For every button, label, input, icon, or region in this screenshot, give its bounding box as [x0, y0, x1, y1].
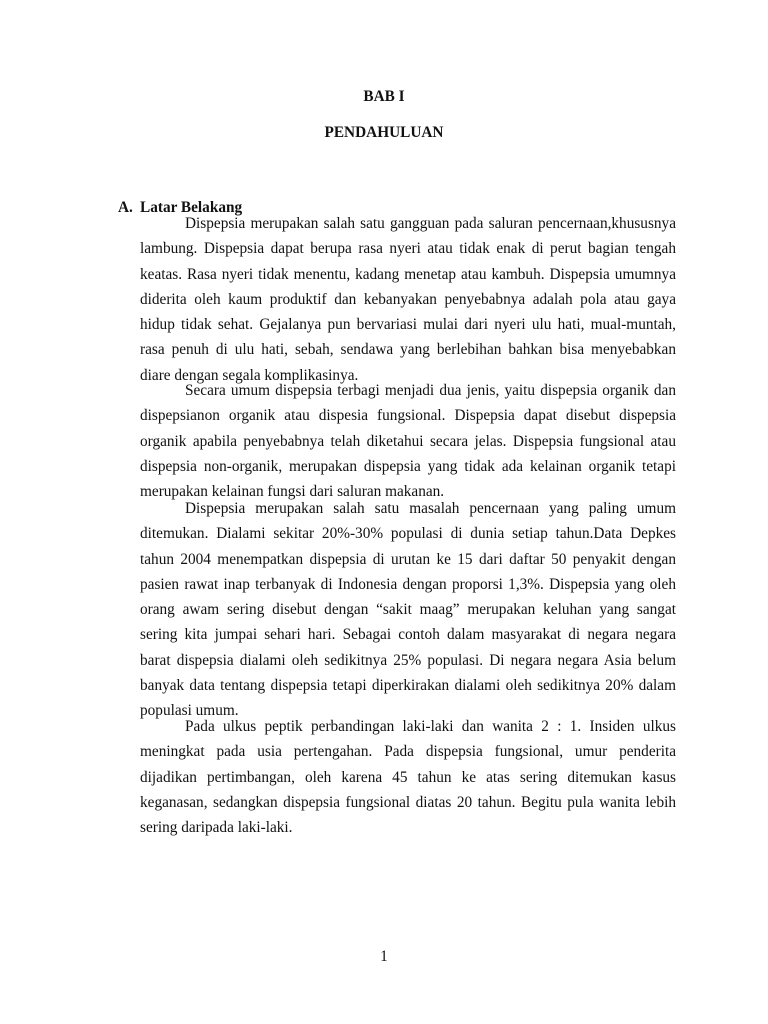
- paragraph-line: Secara umum dispepsia terbagi menjadi dua jenis, yaitu dispepsia organik dan: [185, 382, 676, 399]
- paragraph-4: [140, 714, 676, 840]
- paragraph-line: hidup tidak sehat. Gejalanya pun bervariasi mulai dari nyeri ulu hati, mual-muntah,: [140, 316, 676, 334]
- paragraph-line: diderita oleh kaum produktif dan kebanyakan penyebabnya adalah pola atau gaya: [140, 290, 676, 308]
- paragraph-line: rasa penuh di ulu hati, sebah, sendawa yang berlebihan bahkan bisa menyebabkan: [140, 341, 676, 359]
- paragraph-line: barat dispepsia dialami oleh sedikitnya 25% populasi. Di negara negara Asia belum: [140, 651, 676, 669]
- paragraph-line: dispepsianon organik atau dispesia fungsional. Dispepsia dapat disebut dispepsia: [140, 407, 676, 425]
- chapter-number: BAB I: [363, 88, 405, 105]
- paragraph-line: keatas. Rasa nyeri tidak menentu, kadang menetap atau kambuh. Dispepsia umumnya: [140, 265, 676, 283]
- paragraph-3: [140, 496, 676, 724]
- paragraph-line: populasi umum.: [140, 702, 239, 720]
- paragraph-line: pasien rawat inap terbanyak di Indonesia dengan proporsi 1,3%. Dispepsia yang oleh: [140, 575, 676, 593]
- paragraph-1: [140, 211, 676, 388]
- paragraph-line: meningkat pada usia pertengahan. Pada dispepsia fungsional, umur penderita: [140, 743, 676, 761]
- paragraph-line: diare dengan segala komplikasinya.: [140, 366, 359, 384]
- paragraph-line: Pada ulkus peptik perbandingan laki-laki dan wanita 2 : 1. Insiden ulkus: [185, 718, 676, 735]
- paragraph-line: sering kita jumpai sehari hari. Sebagai contoh dalam masyarakat di negara negara: [140, 626, 676, 644]
- paragraph-line: keganasan, sedangkan dispepsia fungsional diatas 20 tahun. Begitu pula wanita lebih: [140, 793, 676, 811]
- paragraph-line: tahun 2004 menempatkan dispepsia di urutan ke 15 dari daftar 50 penyakit dengan: [140, 550, 676, 568]
- page-number: 1: [380, 948, 388, 965]
- paragraph-line: ditemukan. Dialami sekitar 20%-30% populasi di dunia setiap tahun.Data Depkes: [140, 525, 676, 543]
- section-title: Latar Belakang: [140, 199, 243, 216]
- paragraph-line: organik apabila penyebabnya telah diketahui secara jelas. Dispepsia fungsional atau: [140, 432, 676, 450]
- paragraph-line: Dispepsia merupakan salah satu masalah pencernaan yang paling umum: [185, 500, 676, 517]
- section-label: A.: [118, 199, 133, 216]
- paragraph-line: dispepsia non-organik, merupakan dispepsia yang tidak ada kelainan organik tetapi: [140, 457, 676, 475]
- paragraph-line: merupakan kelainan fungsi dari saluran makanan.: [140, 483, 445, 501]
- paragraph-line: sering daripada laki-laki.: [140, 819, 293, 837]
- paragraph-line: Dispepsia merupakan salah satu gangguan pada saluran pencernaan,khususnya: [185, 215, 676, 232]
- paragraph-2: [140, 378, 676, 504]
- paragraph-line: lambung. Dispepsia dapat berupa rasa nyeri atau tidak enak di perut bagian tengah: [140, 240, 676, 258]
- paragraph-line: banyak data tentang dispepsia tetapi diperkirakan dialami oleh sedikitnya 20% dalam: [140, 677, 676, 695]
- paragraph-line: dijadikan pertimbangan, oleh karena 45 tahun ke atas sering ditemukan kasus: [140, 768, 676, 786]
- chapter-title: PENDAHULUAN: [324, 124, 444, 141]
- paragraph-line: orang awam sering disebut dengan “sakit maag” merupakan keluhan yang sangat: [140, 601, 676, 619]
